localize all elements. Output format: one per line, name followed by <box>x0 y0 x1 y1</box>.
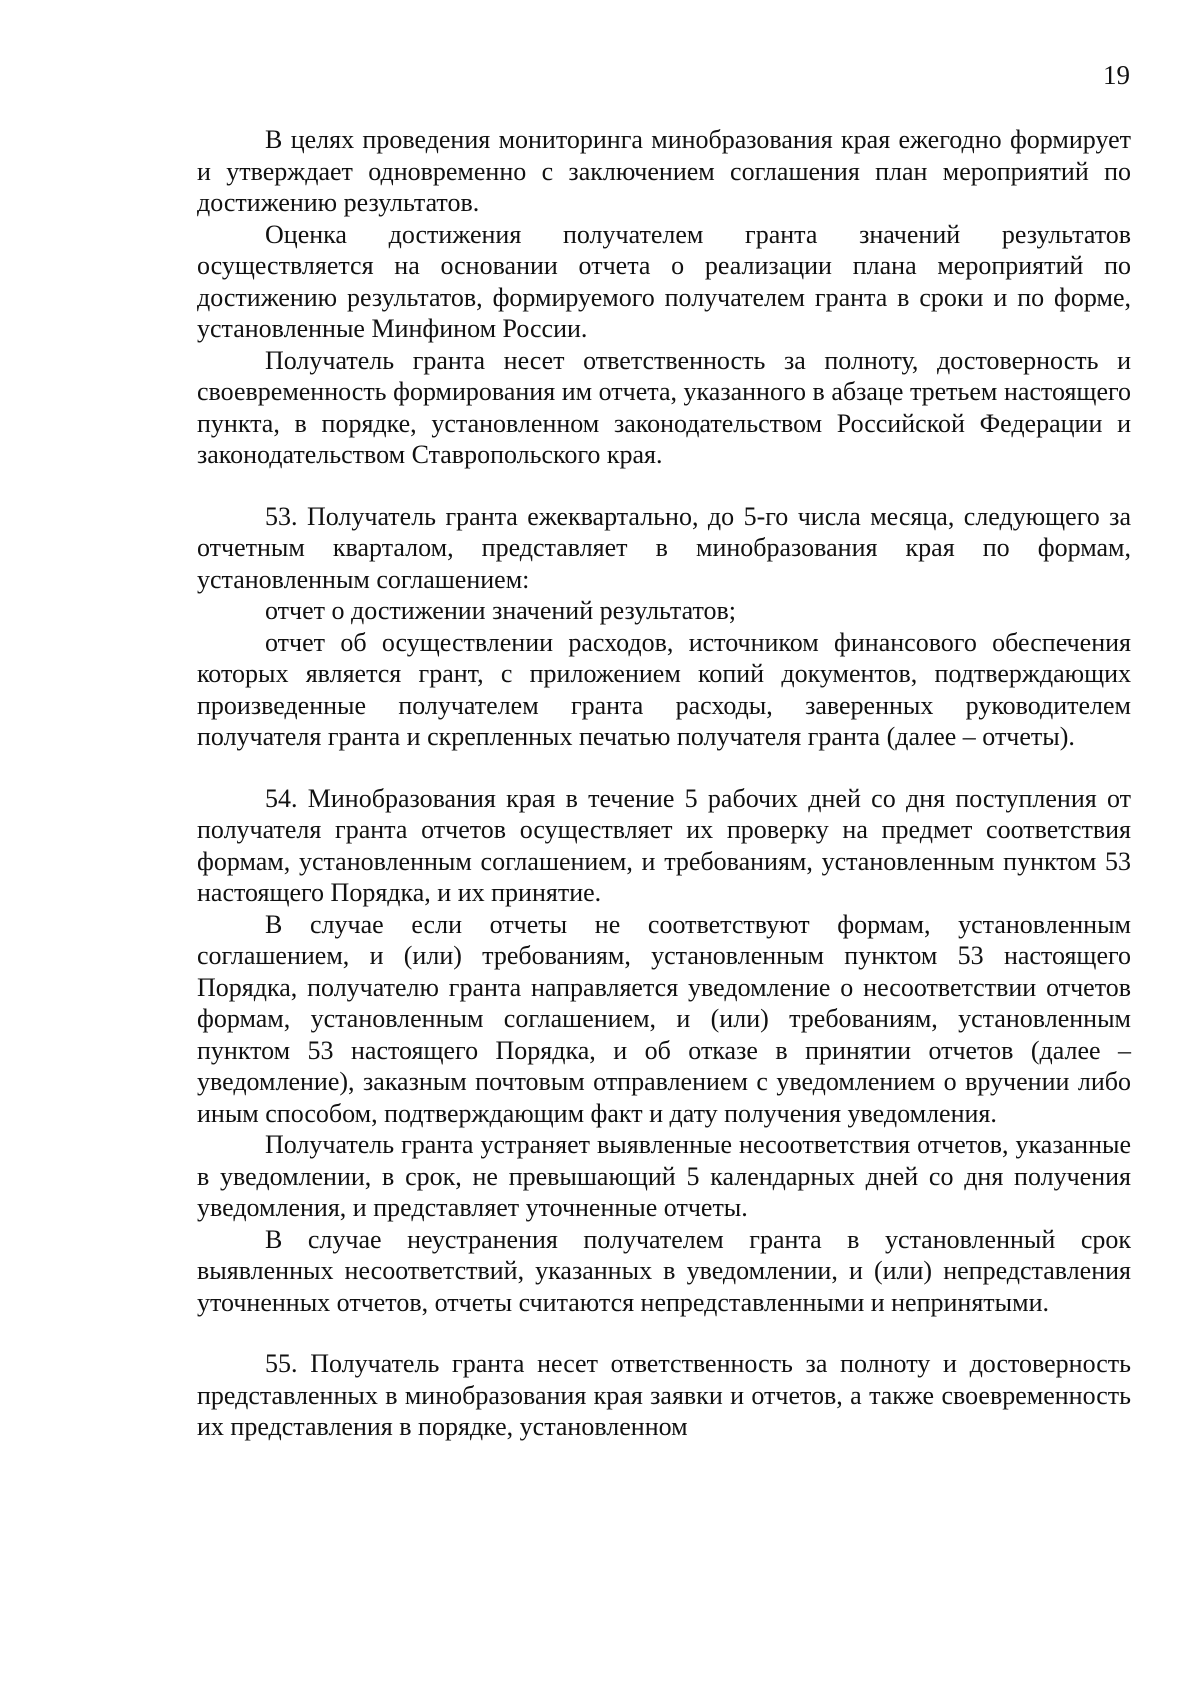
paragraph-non-correction: В случае неустранения получателем гранта в установленный срок выявленных несоответствий, указанных в уведомлении, и (или) непредставления уточненных отчетов, отчеты считаются непредставленными и непринятыми. <box>197 1224 1131 1317</box>
paragraph-monitoring-plan: В целях проведения мониторинга минобразования края ежегодно формирует и утверждает одновременно с заключением соглашения план мероприятий по достижению результатов. <box>197 125 1131 217</box>
paragraph-assessment: Оценка достижения получателем гранта значений результатов осуществляется на основании отчета о реализации плана мероприятий по достижению результатов, формируемого получателем гранта в сроки и по форме, установленные Минфином России. <box>197 219 1131 343</box>
page-number: 19 <box>1103 60 1130 90</box>
paragraph-clause-53: 53. Получатель гранта ежеквартально, до 5-го числа месяца, следующего за отчетным кварталом, представляет в минобразования края по формам, установленным соглашением: <box>197 501 1131 594</box>
paragraph-clause-55: 55. Получатель гранта несет ответственность за полноту и достоверность представленных в минобразования края заявки и отчетов, а также своевременность их представления в порядке, установленном <box>197 1349 1131 1441</box>
paragraph-expenses-report: отчет об осуществлении расходов, источником финансового обеспечения которых является грант, с приложением копий документов, подтверждающих произведенные получателем гранта расходы, заверенных руководителем получателя гранта и скрепленных печатью получателя гранта (далее – отчеты). <box>197 627 1131 751</box>
paragraph-clause-54: 54. Минобразования края в течение 5 рабочих дней со дня поступления от получателя гранта отчетов осуществляет их проверку на предмет соответствия формам, установленным соглашением, и требованиям, установленным пунктом 53 настоящего Порядка, и их принятие. <box>197 783 1131 907</box>
paragraph-responsibility-report: Получатель гранта несет ответственность за полноту, достоверность и своевременность формирования им отчета, указанного в абзаце третьем настоящего пункта, в порядке, установленном законодательством Российской Федерации и законодательством Ставропольского края. <box>197 345 1131 469</box>
document-body <box>197 124 1131 1443</box>
paragraph-correction: Получатель гранта устраняет выявленные несоответствия отчетов, указанные в уведомлении, в срок, не превышающий 5 календарных дней со дня получения уведомления, и представляет уточненные отчеты. <box>197 1130 1131 1222</box>
paragraph-non-compliance: В случае если отчеты не соответствуют формам, установленным соглашением, и (или) требованиям, установленным пунктом 53 настоящего Порядка, получателю гранта направляется уведомление о несоответствии отчетов формам, установленным соглашением, и (или) требованиям, установленным пунктом 53 настоящего Порядка, и об отказе в принятии отчетов (далее – уведомление), заказным почтовым отправлением с уведомлением о вручении либо иным способом, подтверждающим факт и дату получения уведомления. <box>197 909 1131 1128</box>
paragraph-results-report: отчет о достижении значений результатов; <box>265 596 736 625</box>
